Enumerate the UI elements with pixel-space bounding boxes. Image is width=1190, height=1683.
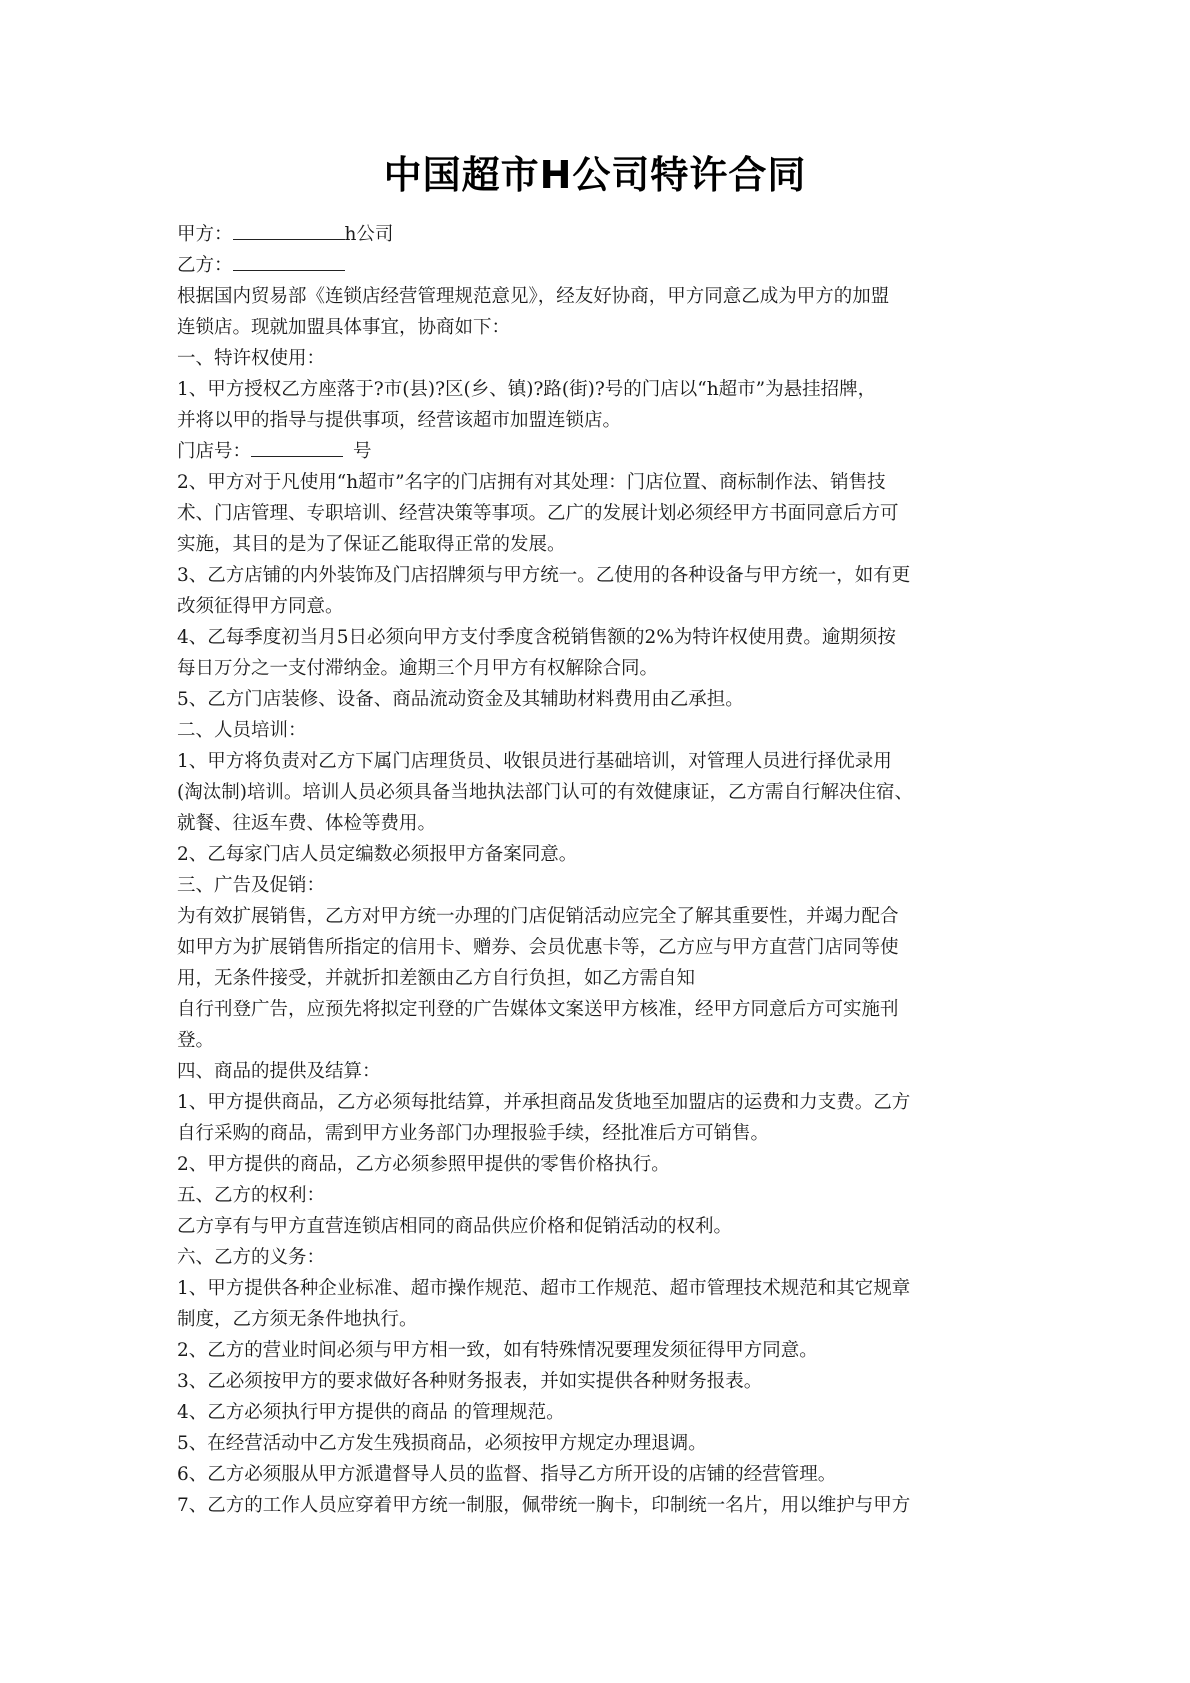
paragraph-line: 并将以甲的指导与提供事项，经营该超市加盟连锁店。 (177, 410, 622, 431)
paragraph-line: 6、乙方必须服从甲方派遣督导人员的监督、指导乙方所开设的店铺的经营管理。 (177, 1464, 837, 1485)
paragraph-line: 4、乙方必须执行甲方提供的商品 的管理规范。 (177, 1402, 565, 1423)
party-b-line (177, 250, 1027, 281)
paragraph-line: 如甲方为扩展销售所指定的信用卡、赠券、会员优惠卡等，乙方应与甲方直营门店同等使 (177, 937, 899, 958)
paragraph-line: 术、门店管理、专职培训、经营决策等事项。乙广的发展计划必须经甲方书面同意后方可 (177, 503, 899, 524)
store-number-label: 门店号： (177, 441, 252, 462)
party-a-blank (233, 221, 345, 240)
section-heading: 六、乙方的义务： (177, 1247, 326, 1268)
paragraph-line: 2、甲方提供的商品，乙方必须参照甲提供的零售价格执行。 (177, 1154, 670, 1175)
section-heading: 二、人员培训： (177, 720, 307, 741)
paragraph-line: 连锁店。现就加盟具体事宜，协商如下： (177, 317, 511, 338)
section-heading: 三、广告及促销： (177, 875, 326, 896)
paragraph-line: 乙方享有与甲方直营连锁店相同的商品供应价格和促销活动的权利。 (177, 1216, 733, 1237)
document-title: 中国超市H公司特许合同 (383, 153, 807, 197)
paragraph-line: 1、甲方提供商品，乙方必须每批结算，并承担商品发货地至加盟店的运费和力支费。乙方 (177, 1092, 911, 1113)
paragraph-line: 1、甲方将负责对乙方下属门店理货员、收银员进行基础培训，对管理人员进行择优录用 (177, 751, 892, 772)
paragraph-line: 5、在经营活动中乙方发生残损商品，必须按甲方规定办理退调。 (177, 1433, 707, 1454)
party-a-line (177, 219, 1027, 250)
paragraph-line: 4、乙每季度初当月5日必须向甲方支付季度含税销售额的2%为特许权使用费。逾期须按 (177, 627, 896, 648)
contract-body (177, 219, 1027, 1521)
party-b-blank (233, 252, 345, 271)
paragraph-line: 改须征得甲方同意。 (177, 596, 344, 617)
paragraph-line: 3、乙必须按甲方的要求做好各种财务报表，并如实提供各种财务报表。 (177, 1371, 763, 1392)
party-a-value: h公司 (344, 224, 394, 245)
paragraph-line: 用，无条件接受，并就折扣差额由乙方自行负担，如乙方需自知 (177, 968, 696, 989)
paragraph-line: 2、甲方对于凡使用“h超市”名字的门店拥有对其处理：门店位置、商标制作法、销售技 (177, 472, 886, 493)
paragraph-line: 根据国内贸易部《连锁店经营管理规范意见》，经友好协商，甲方同意乙成为甲方的加盟 (177, 286, 890, 307)
party-a-label: 甲方： (177, 224, 233, 245)
paragraph-line: 3、乙方店铺的内外装饰及门店招牌须与甲方统一。乙使用的各种设备与甲方统一，如有更 (177, 565, 911, 586)
section-heading: 五、乙方的权利： (177, 1185, 326, 1206)
paragraph-line: 为有效扩展销售，乙方对甲方统一办理的门店促销活动应完全了解其重要性，并竭力配合 (177, 906, 899, 927)
paragraph-line: 7、乙方的工作人员应穿着甲方统一制服，佩带统一胸卡，印制统一名片，用以维护与甲方 (177, 1495, 911, 1516)
party-b-label: 乙方： (177, 255, 233, 276)
paragraph-line: 2、乙每家门店人员定编数必须报甲方备案同意。 (177, 844, 578, 865)
section-heading: 四、商品的提供及结算： (177, 1061, 381, 1082)
store-number-suffix: 号 (353, 441, 372, 462)
paragraph-line: 制度，乙方须无条件地执行。 (177, 1309, 418, 1330)
store-number-blank (251, 438, 343, 457)
paragraph-line: 自行采购的商品，需到甲方业务部门办理报验手续，经批准后方可销售。 (177, 1123, 770, 1144)
paragraph-line: 实施，其目的是为了保证乙能取得正常的发展。 (177, 534, 566, 555)
paragraph-line: 2、乙方的营业时间必须与甲方相一致，如有特殊情况要理发须征得甲方同意。 (177, 1340, 818, 1361)
store-number-line (177, 436, 1027, 467)
paragraph-line: 1、甲方授权乙方座落于?市(县)?区(乡、镇)?路(街)?号的门店以“h超市”为悬挂招牌， (177, 379, 877, 400)
paragraph-line: 自行刊登广告，应预先将拟定刊登的广告媒体文案送甲方核准，经甲方同意后方可实施刊 (177, 999, 899, 1020)
paragraph-line: 1、甲方提供各种企业标准、超市操作规范、超市工作规范、超市管理技术规范和其它规章 (177, 1278, 911, 1299)
paragraph-line: 5、乙方门店装修、设备、商品流动资金及其辅助材料费用由乙承担。 (177, 689, 744, 710)
paragraph-line: 就餐、往返车费、体检等费用。 (177, 813, 437, 834)
paragraph-line: (淘汰制)培训。培训人员必须具备当地执法部门认可的有效健康证，乙方需自行解决住宿、 (177, 782, 913, 803)
paragraph-line: 每日万分之一支付滞纳金。逾期三个月甲方有权解除合同。 (177, 658, 659, 679)
section-heading: 一、特许权使用： (177, 348, 326, 369)
paragraph-line: 登。 (177, 1030, 215, 1051)
